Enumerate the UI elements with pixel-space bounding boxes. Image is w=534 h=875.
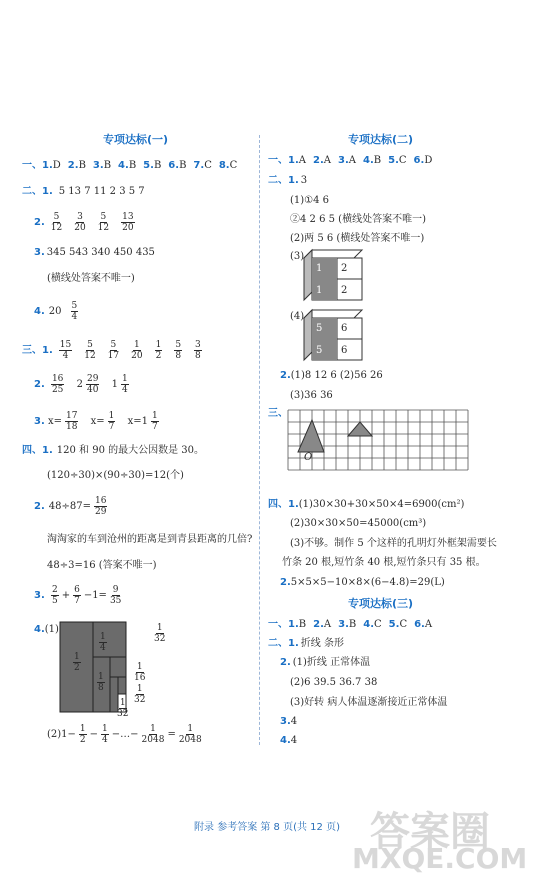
right-s4-q2 <box>280 577 445 589</box>
q-num: 5. <box>388 619 400 630</box>
answer-line: (4) <box>290 311 305 322</box>
fraction: $\frac{1}{4}$ <box>102 724 108 745</box>
label-half: $\frac{1}{2}$ <box>74 652 80 673</box>
var: x= <box>127 416 142 427</box>
operator: = <box>167 729 176 740</box>
fraction: $\frac{1}{7}$ <box>108 411 115 432</box>
answer-line: (2)两 5 6 (横线处答案不唯一) <box>290 233 425 244</box>
answer-line: (2)6 39.5 36.7 38 <box>290 677 378 688</box>
q-num: 2. <box>313 619 324 630</box>
q-num: 1. <box>288 175 299 186</box>
right-t2-q2 <box>280 657 370 669</box>
q-num: 8. <box>218 160 230 171</box>
answer-line: 竹条 20 根,短竹条 40 根,短竹条只有 35 根。 <box>282 557 486 568</box>
left-s2-q1 <box>22 186 145 198</box>
left-s4-q1 <box>22 445 204 457</box>
choice-answer: D <box>52 160 61 171</box>
choice-answer: A <box>424 619 433 630</box>
answer-line: (3)不够。制作 5 个这样的孔明灯外框架需要长 <box>290 538 497 549</box>
section-title-2: 专项达标(二) <box>348 133 414 146</box>
origin-label: O <box>304 452 313 463</box>
watermark-url: MXQE.COM <box>352 842 528 875</box>
q-num: 1. <box>42 186 53 197</box>
answer-line: (1)①4 6 <box>290 195 330 206</box>
fraction: $\frac{1}{2}$ <box>79 724 86 745</box>
fraction: $\frac{6}{7}$ <box>74 585 80 606</box>
right-t2-q3 <box>280 716 297 728</box>
q-num: 6. <box>414 619 425 630</box>
page-footer: 附录 参考答案 第 8 页(共 12 页) <box>194 822 340 833</box>
answer-text: 48÷87= <box>48 501 91 512</box>
cube-label: 1 <box>316 285 323 296</box>
section-label: 一、 <box>22 160 42 171</box>
q-num: 4. <box>363 619 375 630</box>
answer-line: (3) <box>290 251 305 262</box>
q-num: 1. <box>288 155 299 166</box>
fraction: $\frac{3}{20}$ <box>74 212 86 233</box>
fraction: $\frac{1}{2048}$ <box>141 724 165 745</box>
choice-answer: B <box>298 619 307 630</box>
answer-text: 3 <box>300 175 308 186</box>
q-num: 1. <box>288 638 299 649</box>
mc-answers <box>288 619 439 630</box>
cube-label: 2 <box>341 285 348 296</box>
cube-label: 2 <box>341 263 348 274</box>
left-s2-q4 <box>34 301 81 322</box>
fraction: $\frac{5}{12}$ <box>97 212 110 233</box>
section-label: 二、 <box>22 186 42 197</box>
section-label: 一、 <box>268 619 288 630</box>
fraction: $\frac{9}{35}$ <box>109 585 122 606</box>
left-s4-q4-2: (2)1− $\frac{1}{2}$ − $\frac{1}{4}$ −…− $\frac{1}{2048}$ = $\frac{1}{2048}$ <box>47 724 202 745</box>
left-s4-q4 <box>34 624 59 636</box>
q-num: 4. <box>363 155 374 166</box>
fraction: $\frac{16}{25}$ <box>51 374 64 395</box>
column-divider <box>259 135 260 745</box>
q-num: 1. <box>288 499 299 510</box>
label-quarter: $\frac{1}{4}$ <box>100 632 106 653</box>
choice-answer: A <box>298 155 306 166</box>
answer-text: 20 <box>48 306 62 317</box>
right-s2-q1 <box>268 175 307 187</box>
answer-text: 345 543 340 450 435 <box>46 247 155 258</box>
sub-label: (1) <box>44 624 59 635</box>
choice-answer: B <box>103 160 112 171</box>
q-num: 1. <box>42 345 53 356</box>
left-s4-q3 <box>34 585 124 606</box>
section-title-1: 专项达标(一) <box>103 133 169 146</box>
cube-figure-1 <box>304 250 364 306</box>
q-num: 2. <box>280 370 291 381</box>
q-num: 7. <box>193 160 205 171</box>
left-s4-q2 <box>34 496 110 517</box>
answer-text: 4 <box>290 735 298 746</box>
fraction: $\frac{17}{18}$ <box>65 411 78 432</box>
choice-answer: B <box>128 160 137 171</box>
choice-answer: A <box>323 619 332 630</box>
q-num: 1. <box>42 160 53 171</box>
right-s2-q2 <box>280 370 383 382</box>
q-num: 6. <box>413 155 425 166</box>
grid-figure <box>288 410 480 486</box>
cube-label: 6 <box>341 345 348 356</box>
cube-label: 5 <box>316 345 323 356</box>
fraction: $\frac{5}{12}$ <box>84 340 96 361</box>
right-t2-q4 <box>280 735 297 747</box>
fraction: $\frac{16}{29}$ <box>94 496 107 517</box>
section-label: 三、 <box>268 408 288 419</box>
section-label: 四、 <box>268 499 288 510</box>
q-num: 2. <box>67 160 79 171</box>
answer-line: ②4 2 6 5 (横线处答案不唯一) <box>290 214 426 225</box>
answer-line: (3)36 36 <box>290 390 333 401</box>
fraction: $\frac{5}{12}$ <box>50 212 63 233</box>
whole: 2 <box>76 379 83 390</box>
answer-text: 4 <box>290 716 298 727</box>
q-num: 5. <box>388 155 399 166</box>
q-num: 3. <box>34 247 45 258</box>
q-num: 1. <box>288 619 299 630</box>
label-32nd: $\frac{1}{32}$ <box>134 684 146 705</box>
fraction: $\frac{2}{5}$ <box>51 585 58 606</box>
answer-line: (120÷30)×(90÷30)=12(个) <box>47 470 184 481</box>
operator: + <box>61 590 71 601</box>
section-title-3: 专项达标(三) <box>348 597 414 610</box>
q-num: 5. <box>143 160 154 171</box>
choice-answer: B <box>373 155 382 166</box>
mc-answers <box>288 155 439 166</box>
choice-answer: C <box>398 155 407 166</box>
choice-answer: A <box>348 155 356 166</box>
answer-text: 120 和 90 的最大公因数是 30。 <box>56 445 205 456</box>
q-num: 3. <box>280 716 291 727</box>
q-num: 4. <box>280 735 291 746</box>
left-s3-q3 <box>34 411 162 432</box>
fraction: $\frac{5}{8}$ <box>175 340 182 361</box>
label-eighth: $\frac{1}{8}$ <box>98 672 104 693</box>
q-num: 2. <box>280 657 291 668</box>
fraction: $\frac{29}{40}$ <box>86 374 99 395</box>
section-label: 四、 <box>22 445 42 456</box>
fraction: $\frac{1}{20}$ <box>131 340 143 361</box>
q-num: 3. <box>34 416 45 427</box>
fraction-list <box>53 340 208 361</box>
left-s2-q3 <box>34 247 155 259</box>
answer-text: (1)8 12 6 (2)56 26 <box>290 370 383 381</box>
fraction: $\frac{5}{4}$ <box>71 301 78 322</box>
cube-figure-2 <box>304 310 364 366</box>
choice-answer: C <box>229 160 238 171</box>
right-s1-row <box>268 155 439 167</box>
operator: −…− <box>111 729 139 740</box>
q-num: 6. <box>168 160 180 171</box>
section-label: 一、 <box>268 155 288 166</box>
choice-answer: A <box>323 155 331 166</box>
answer-text: (1)折线 正常体温 <box>292 657 371 668</box>
q-num: 2. <box>280 577 291 588</box>
answer-line: 48÷3=16 (答案不唯一) <box>47 560 157 571</box>
q-num: 4. <box>34 624 45 635</box>
triangle-shaded <box>298 420 324 452</box>
right-s4-q1 <box>268 499 464 511</box>
choice-answer: B <box>153 160 162 171</box>
section-label: 二、 <box>268 638 288 649</box>
q-num: 3. <box>338 155 349 166</box>
q-num: 2. <box>34 379 45 390</box>
label-top: $\frac{1}{32}$ <box>154 623 166 644</box>
fraction: $\frac{1}{2048}$ <box>178 724 202 745</box>
answer-line: 淘淘家的车到沧州的距离是到青县距离的几倍? <box>47 534 253 545</box>
left-s1-row <box>22 160 244 172</box>
whole: 1 <box>111 379 118 390</box>
triangle-moved <box>348 422 372 436</box>
fraction: $\frac{1}{7}$ <box>151 411 158 432</box>
q-num: 3. <box>34 590 45 601</box>
section-label: 二、 <box>268 175 288 186</box>
cube-label: 1 <box>316 263 323 274</box>
answer-text: (2)1− <box>47 729 76 740</box>
answer-text: 5×5×5−10×8×(6−4.8)=29(L) <box>290 577 445 588</box>
q-num: 3. <box>338 619 349 630</box>
fraction: $\frac{15}{4}$ <box>59 340 72 361</box>
answer-line: (2)30×30×50=45000(cm³) <box>290 518 427 529</box>
answer-text: 5 13 7 11 2 3 5 7 <box>58 186 145 197</box>
label-sixteenth: $\frac{1}{16}$ <box>134 662 146 683</box>
choice-answer: B <box>179 160 187 171</box>
fraction: $\frac{13}{20}$ <box>122 212 134 233</box>
q-num: 4. <box>118 160 129 171</box>
watermark-logo: 答案圈 <box>370 809 490 855</box>
operator: −1= <box>83 590 107 601</box>
section-label: 三、 <box>22 345 42 356</box>
right-t1-row <box>268 619 439 631</box>
q-num: 1. <box>42 445 53 456</box>
left-s2-q2 <box>34 212 141 233</box>
cube-label: 6 <box>341 323 348 334</box>
cube-label: 5 <box>316 323 323 334</box>
answer-text: (1)30×30+30×50×4=6900(cm²) <box>298 499 465 510</box>
whole: 1 <box>141 416 148 427</box>
left-s3-q1 <box>22 340 208 361</box>
mc-answers <box>42 160 244 171</box>
label-32nd-b: $\frac{1}{32}$ <box>117 698 129 719</box>
choice-answer: D <box>424 155 433 166</box>
answer-line: (3)好转 病人体温逐渐接近正常体温 <box>290 697 448 708</box>
choice-answer: C <box>374 619 382 630</box>
choice-answer: C <box>204 160 212 171</box>
fraction: $\frac{3}{8}$ <box>195 340 201 361</box>
q-num: 3. <box>92 160 104 171</box>
var: x= <box>47 416 62 427</box>
right-t2-q1 <box>268 638 344 650</box>
note: (横线处答案不唯一) <box>47 273 135 284</box>
fraction: $\frac{1}{2}$ <box>155 340 162 361</box>
q-num: 2. <box>313 155 324 166</box>
fraction: $\frac{5}{17}$ <box>107 340 120 361</box>
choice-answer: B <box>348 619 357 630</box>
cube-top <box>304 250 362 258</box>
var: x= <box>90 416 105 427</box>
left-s3-q2 <box>34 374 132 395</box>
choice-answer: C <box>399 619 408 630</box>
fraction-list <box>45 212 141 233</box>
q-num: 2. <box>34 217 45 228</box>
fraction: $\frac{1}{4}$ <box>121 374 128 395</box>
answer-text: 折线 条形 <box>300 638 344 649</box>
cube-side <box>304 250 312 300</box>
q-num: 2. <box>34 501 45 512</box>
choice-answer: B <box>78 160 86 171</box>
q-num: 4. <box>34 306 45 317</box>
